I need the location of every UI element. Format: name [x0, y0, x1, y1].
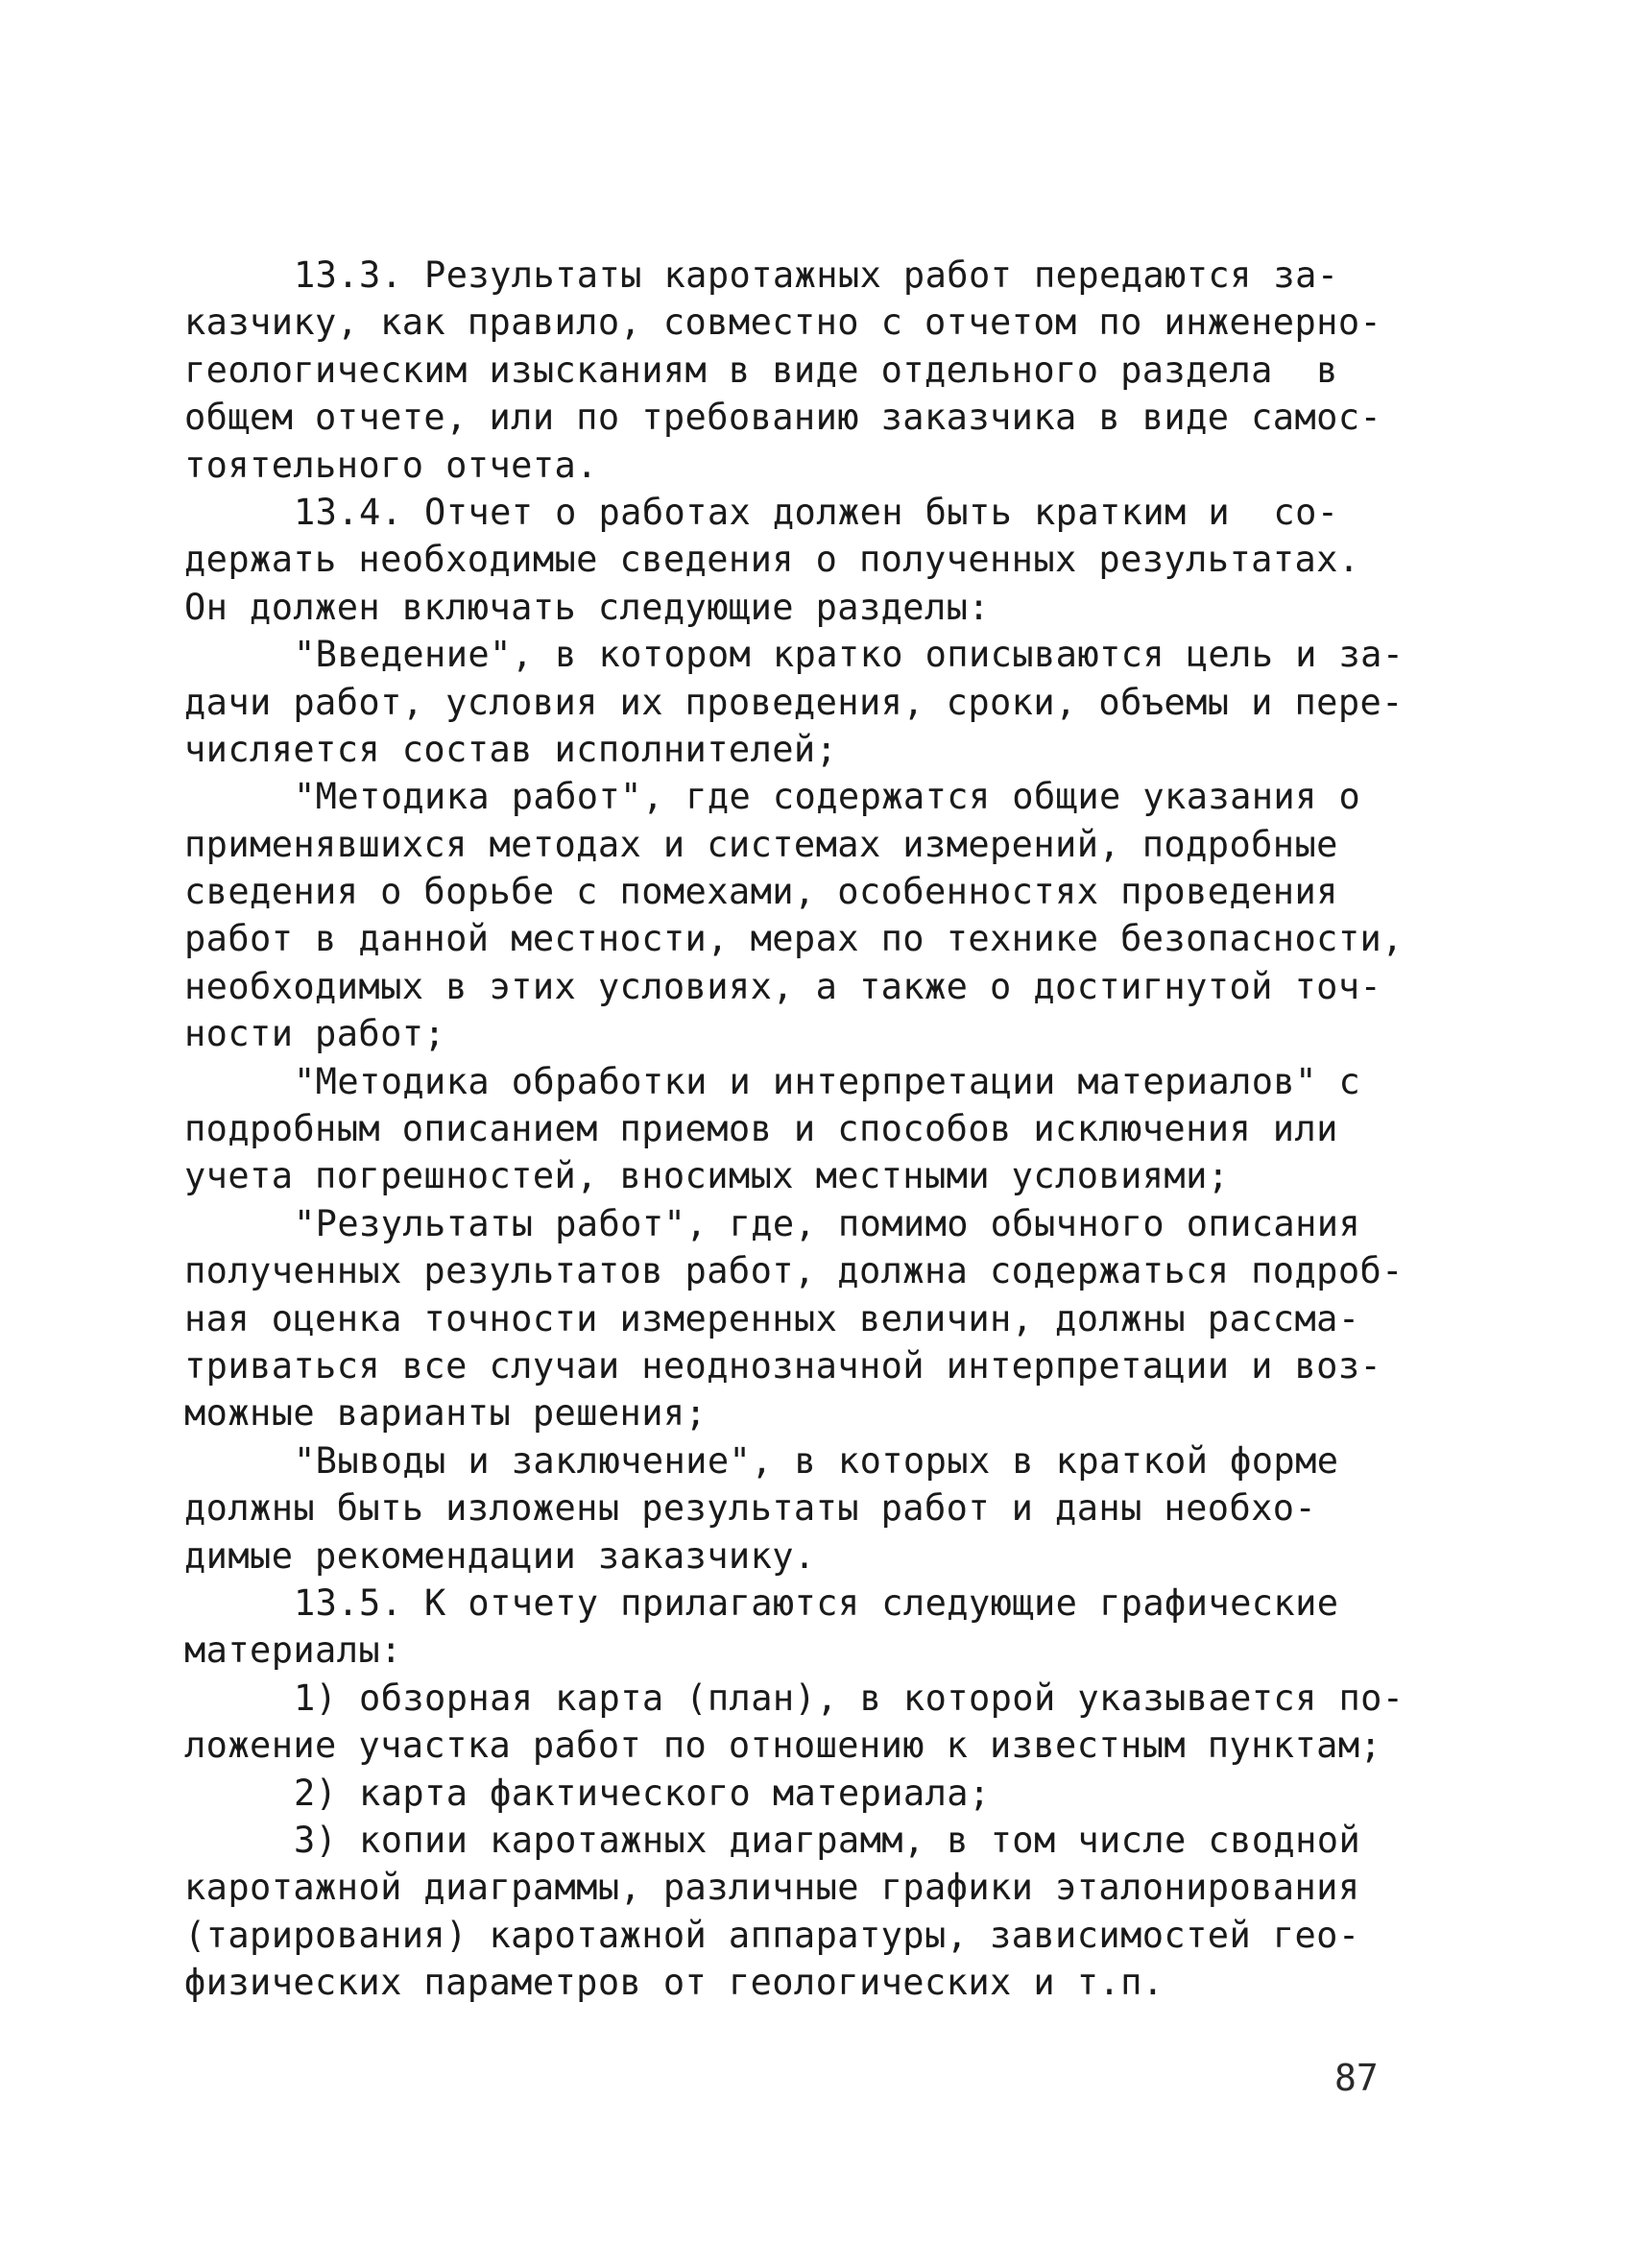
text-line: ности работ; — [184, 1013, 446, 1055]
text-line: дачи работ, условия их проведения, сроки, объемы и пере- — [184, 681, 1404, 723]
text-line: "Введение", в котором кратко описываются цель и за- — [294, 634, 1405, 676]
text-line: тоятельного отчета. — [184, 444, 598, 486]
text-line: геологическим изысканиям в виде отдельного раздела в — [184, 349, 1338, 391]
text-line: каротажной диаграммы, различные графики эталонирования — [184, 1867, 1360, 1909]
text-line: 13.3. Результаты каротажных работ передаются за- — [294, 254, 1339, 296]
text-line: "Результаты работ", где, помимо обычного описания — [294, 1202, 1361, 1244]
text-line: 13.4. Отчет о работах должен быть кратким и со- — [294, 491, 1339, 533]
text-line: работ в данной местности, мерах по технике безопасности, — [184, 918, 1404, 960]
text-line: учета погрешностей, вносимых местными условиями; — [184, 1155, 1230, 1197]
text-line: Он должен включать следующие разделы: — [184, 586, 991, 628]
page-number: 87 — [1334, 2057, 1379, 2099]
text-line: 13.5. К отчету прилагаются следующие графические — [294, 1581, 1339, 1624]
text-line: ная оценка точности измеренных величин, должны рассма- — [184, 1297, 1360, 1339]
text-line: "Методика обработки и интерпретации материалов" с — [294, 1060, 1361, 1102]
text-line: "Методика работ", где содержатся общие указания о — [294, 776, 1361, 818]
text-line: физических параметров от геологических и т.п. — [184, 1962, 1165, 2004]
text-line: димые рекомендации заказчику. — [184, 1534, 816, 1577]
text-line: ложение участка работ по отношению к известным пунктам; — [184, 1725, 1382, 1767]
text-line: казчику, как правило, совместно с отчетом по инженерно- — [184, 302, 1382, 344]
text-line: сведения о борьбе с помехами, особенностях проведения — [184, 871, 1338, 913]
text-line: подробным описанием приемов и способов исключения или — [184, 1108, 1338, 1150]
text-line: числяется состав исполнителей; — [184, 728, 838, 770]
text-line: 2) карта фактического материала; — [294, 1772, 991, 1814]
text-line: триваться все случаи неоднозначной интерпретации и воз- — [184, 1344, 1382, 1387]
text-line: можные варианты решения; — [184, 1392, 708, 1435]
text-line: (тарирования) каротажной аппаратуры, зависимостей гео- — [184, 1914, 1360, 1956]
text-line: необходимых в этих условиях, а также о достигнутой точ- — [184, 965, 1382, 1007]
text-line: материалы: — [184, 1629, 402, 1672]
page-body — [184, 252, 1423, 2006]
text-line: должны быть изложены результаты работ и даны необхо- — [184, 1487, 1317, 1530]
text-line: "Выводы и заключение", в которых в краткой форме — [294, 1439, 1339, 1482]
text-line: 1) обзорная карта (план), в которой указывается по- — [294, 1677, 1405, 1719]
text-line: держать необходимые сведения о полученных результатах. — [184, 539, 1360, 581]
text-line: применявшихся методах и системах измерений, подробные — [184, 823, 1338, 865]
text-line: общем отчете, или по требованию заказчика в виде самос- — [184, 397, 1382, 439]
text-line: полученных результатов работ, должна содержаться подроб- — [184, 1250, 1404, 1292]
text-line: 3) копии каротажных диаграмм, в том числе сводной — [294, 1819, 1361, 1861]
